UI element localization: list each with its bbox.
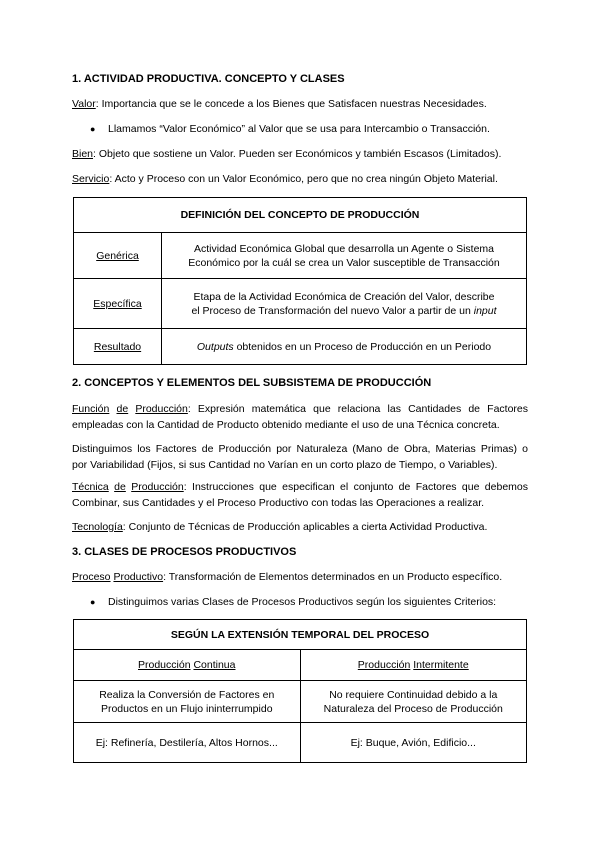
servicio-paragraph [72, 171, 498, 187]
proceso-term: Proceso [72, 571, 111, 583]
funcion-de: de [116, 403, 129, 415]
table-row [74, 233, 527, 279]
factores-paragraph [72, 441, 528, 473]
row-label-especifica: Específica [93, 297, 142, 310]
table-row [74, 329, 527, 365]
table-row [74, 723, 527, 763]
funcion-line-1 [72, 401, 528, 417]
tecnica-text: : Instrucciones que especifican el conjunto de Factores que debemos [183, 481, 528, 493]
valor-bullet-text: Llamamos “Valor Económico” al Valor que se usa para Intercambio o Transacción. [108, 123, 490, 135]
extension-table-header: SEGÚN LA EXTENSIÓN TEMPORAL DEL PROCESO [74, 620, 527, 650]
proceso-text: : Transformación de Elementos determinados en un Producto específico. [163, 571, 503, 583]
tecnica-term: Técnica [72, 481, 109, 493]
servicio-term: Servicio [72, 173, 110, 185]
bien-text: : Objeto que sostiene un Valor. Pueden ser Económicos y también Escasos (Limitados). [93, 148, 502, 160]
col-header-part: Intermitente [413, 659, 469, 671]
row-text-especifica [162, 279, 527, 329]
table-row [74, 279, 527, 329]
cell-intermitente-example: Ej: Buque, Avión, Edificio... [300, 723, 527, 763]
criterios-bullet-text: Distinguimos varias Clases de Procesos Productivos según los siguientes Criterios: [108, 596, 497, 608]
cell-line: Productos en un Flujo ininterrumpido [100, 702, 273, 715]
tecnica-de: de [114, 481, 126, 493]
productivo-term: Productivo [113, 571, 164, 583]
produccion-term: Producción [135, 403, 188, 415]
bullet-dot-icon: ● [90, 597, 96, 607]
valor-paragraph [72, 96, 487, 112]
section-2-heading: 2. CONCEPTOS Y ELEMENTOS DEL SUBSISTEMA DE PRODUCCIÓN [72, 377, 432, 389]
bien-paragraph [72, 146, 501, 162]
cell-line: Naturaleza del Proceso de Producción [323, 702, 503, 715]
row-label-resultado: Resultado [93, 340, 142, 353]
factores-line-1: Distinguimos los Factores de Producción por Naturaleza (Mano de Obra, Materias Primas) o [72, 443, 528, 455]
row-text-part: obtenidos en un Proceso de Producción en un Periodo [233, 340, 492, 353]
col-header-intermitente [300, 650, 527, 681]
section-3-heading: 3. CLASES DE PROCESOS PRODUCTIVOS [72, 546, 297, 558]
section-1-heading: 1. ACTIVIDAD PRODUCTIVA. CONCEPTO Y CLASES [72, 73, 345, 85]
col-header-part: Continua [193, 659, 236, 671]
row-text-line: Actividad Económica Global que desarrolla un Agente o Sistema [193, 242, 494, 255]
table-row [74, 650, 527, 681]
funcion-line-2: empleadas con la Cantidad de Producto obtenido mediante el uso de una Técnica concreta. [72, 419, 500, 431]
row-text-italic: input [473, 304, 497, 317]
extension-table [73, 619, 527, 763]
definition-table [73, 197, 527, 365]
row-text-italic: Outputs [196, 340, 234, 353]
cell-intermitente-desc [300, 681, 527, 723]
bien-term: Bien [72, 148, 94, 160]
valor-term: Valor [72, 98, 96, 110]
cell-line: Realiza la Conversión de Factores en [99, 688, 275, 701]
tecnologia-term: Tecnología [72, 521, 123, 533]
tecnica-paragraph [72, 479, 528, 511]
row-text-part: el Proceso de Transformación del nuevo Valor a partir de un [191, 304, 474, 317]
funcion-paragraph [72, 401, 528, 433]
row-text-line [168, 304, 520, 318]
row-text-line: Económico por la cuál se crea un Valor susceptible de Transacción [188, 256, 500, 269]
cell-line: No requiere Continuidad debido a la [329, 688, 498, 701]
col-header-part: Producción [357, 659, 411, 671]
factores-line-2: por Variabilidad (Fijos, si sus Cantidad no Varían en un corto plazo de Tiempo, o Variables). [72, 459, 498, 471]
bullet-dot-icon: ● [90, 124, 96, 134]
proceso-paragraph [72, 569, 502, 585]
col-header-part: Producción [138, 659, 191, 671]
funcion-term: Función [72, 403, 110, 415]
table-row [74, 681, 527, 723]
definition-table-header: DEFINICIÓN DEL CONCEPTO DE PRODUCCIÓN [74, 198, 527, 233]
funcion-text: : Expresión matemática que relaciona las Cantidades de Factores [187, 403, 528, 415]
valor-text: : Importancia que se le concede a los Bienes que Satisfacen nuestras Necesidades. [95, 98, 487, 110]
cell-continua-desc [74, 681, 301, 723]
produccion-term: Producción [131, 481, 184, 493]
row-text-generica [162, 233, 527, 279]
tecnica-line-1 [72, 479, 528, 495]
tecnologia-text: : Conjunto de Técnicas de Producción aplicables a cierta Actividad Productiva. [122, 521, 488, 533]
row-text-line: Etapa de la Actividad Económica de Creación del Valor, describe [193, 290, 495, 303]
col-header-continua [74, 650, 301, 681]
cell-continua-example: Ej: Refinería, Destilería, Altos Hornos... [74, 723, 301, 763]
tecnica-line-2: Combinar, sus Cantidades y el Proceso Productivo con todas las Operaciones a realizar. [72, 497, 485, 509]
tecnologia-paragraph [72, 519, 487, 535]
servicio-text: : Acto y Proceso con un Valor Económico, pero que no crea ningún Objeto Material. [109, 173, 498, 185]
row-text-resultado [162, 329, 527, 365]
row-label-generica: Genérica [96, 249, 139, 262]
